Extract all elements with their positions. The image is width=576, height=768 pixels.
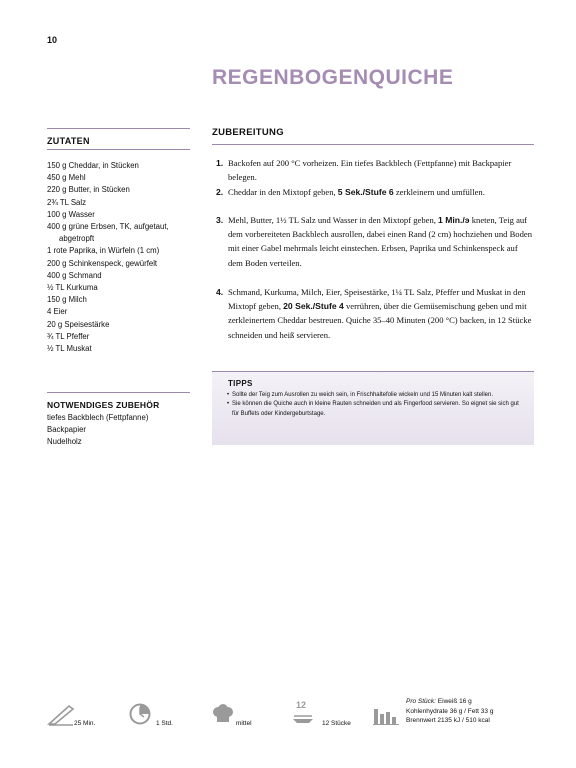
ingredient-item — [47, 319, 197, 331]
page-number: 10 — [47, 35, 58, 45]
portions-count: 12 — [296, 700, 307, 710]
ingredient-item — [47, 306, 197, 318]
ingredient-text: ½ TL Kurkuma — [47, 283, 98, 293]
prep-time-label: 25 Min. — [74, 720, 96, 727]
accessories-top-rule — [47, 392, 190, 393]
preparation-step — [216, 156, 534, 184]
accessories-heading: NOTWENDIGES ZUBEHÖR — [47, 400, 160, 410]
preparation-step — [216, 185, 534, 199]
chef-hat-icon — [212, 704, 234, 724]
step-number: 3. — [216, 215, 224, 225]
ingredient-text: 400 g grüne Erbsen, TK, aufgetaut, — [47, 222, 169, 232]
tip-item: • Sollte der Teig zum Ausrollen zu weich sein, in Frischhaltefolie wickeln und 15 Minuten kalt stellen. — [227, 391, 527, 400]
ingredient-item — [47, 245, 197, 257]
footer-portions — [292, 702, 372, 732]
preparation-heading-rule — [212, 144, 534, 145]
ingredient-item — [47, 197, 197, 209]
ingredient-text: ¾ TL Pfeffer — [47, 331, 90, 341]
step-text: Mehl, Butter, 1½ TL Salz und Wasser in den Mixtopf geben, — [228, 215, 439, 225]
total-time-label: 1 Std. — [156, 720, 173, 727]
tips-heading: TIPPS — [228, 379, 253, 388]
preparation-step — [216, 285, 534, 342]
footer-prep-time — [47, 702, 137, 732]
ingredient-text: 100 g Wasser — [47, 209, 95, 219]
preparation-heading: ZUBEREITUNG — [212, 127, 284, 138]
nutrition-energy: Brennwert 2135 kJ / 510 kcal — [406, 717, 490, 724]
accessory-item: tiefes Backblech (Fettpfanne) — [47, 413, 149, 422]
ingredient-item — [47, 343, 197, 355]
ingredient-item — [47, 209, 197, 221]
ingredient-text: 450 g Mehl — [47, 173, 86, 183]
ingredient-item — [47, 172, 197, 184]
step-number: 1. — [216, 158, 224, 168]
tips-box — [212, 371, 534, 445]
ingredient-item — [47, 221, 197, 245]
nutrition-info — [406, 697, 493, 726]
footer-total-time — [128, 702, 198, 732]
nutrition-carbs-fat: Kohlenhydrate 36 g / Fett 33 g — [406, 707, 494, 715]
step-number: 2. — [216, 187, 224, 197]
step-setting: 1 Min./ — [438, 215, 465, 225]
clock-icon — [128, 702, 152, 726]
ingredient-text: 1 rote Paprika, in Würfeln (1 cm) — [47, 246, 160, 256]
ingredients-heading-rule — [47, 149, 190, 150]
ingredient-item — [47, 160, 197, 172]
step-text: Cheddar in den Mixtopf geben, — [228, 187, 338, 197]
accessories-list — [47, 412, 148, 449]
ingredient-text: 150 g Cheddar, in Stücken — [47, 161, 139, 170]
preparation-step — [216, 213, 534, 270]
nutrition-per-label: Pro Stück: — [406, 698, 436, 705]
plate-icon — [292, 702, 314, 728]
ingredient-text: 150 g Milch — [47, 295, 87, 305]
step-setting: ͽ — [464, 215, 470, 225]
ingredient-text: ½ TL Muskat — [47, 344, 92, 354]
ingredient-text: 220 g Butter, in Stücken — [47, 185, 130, 195]
ingredient-item — [47, 270, 197, 282]
ingredient-item — [47, 258, 197, 270]
ingredient-text: 400 g Schmand — [47, 270, 102, 280]
ingredient-text-continuation: abgetropft — [59, 234, 95, 244]
step-text: Backofen auf 200 °C vorheizen. Ein tiefes Backblech (Fettpfanne) mit Backpapier belegen. — [228, 158, 512, 183]
step-text: verrühren, über die Gemüsemischung geben und mit zerkleinertem Cheddar bestreuen. Quiche 35–40 Minuten (200 °C) backen, in 12 Stücke schneiden und heiß servieren. — [228, 301, 532, 340]
accessory-item: Backpapier — [47, 425, 87, 435]
ingredient-text: 20 g Speisestärke — [47, 319, 110, 329]
bar-chart-icon — [373, 703, 399, 725]
ingredient-item — [47, 331, 197, 343]
step-text: zerkleinern und umfüllen. — [393, 187, 485, 197]
difficulty-label: mittel — [236, 720, 252, 727]
step-setting: 5 Sek./Stufe 6 — [337, 187, 394, 197]
tips-list — [227, 391, 527, 419]
step-setting: 20 Sek./Stufe 4 — [283, 301, 344, 312]
accessory-item: Nudelholz — [47, 437, 82, 447]
step-number: 4. — [216, 287, 224, 297]
ingredient-text: 2¾ TL Salz — [47, 197, 87, 207]
ingredient-item — [47, 294, 197, 306]
knife-icon — [47, 702, 75, 726]
footer-difficulty — [212, 702, 282, 732]
tip-item: • Sie können die Quiche auch in kleine Rauten schneiden und als Fingerfood servieren. So eignet sie sich gut für Buffets oder Kindergeburtstage. — [227, 400, 527, 419]
step-text: kneten, Teig auf dem vorbereiteten Backblech ausrollen, dabei einen Rand (2 cm) hochziehen und Boden mit einer Gabel mehrmals leicht einstechen. Erbsen, Paprika und Schinkenspeck auf dem Boden verteilen. — [228, 215, 533, 268]
ingredients-top-rule — [47, 128, 190, 129]
ingredients-heading: ZUTATEN — [47, 136, 90, 146]
ingredients-list — [47, 160, 197, 355]
ingredient-text: 4 Eier — [47, 307, 68, 317]
step-text: Schmand, Kurkuma, Milch, Eier, Speisestärke, 1¼ TL Salz, Pfeffer und Muskat in den Mixtopf geben, — [228, 287, 526, 312]
ingredient-item — [47, 184, 197, 196]
nutrition-protein: Eiweiß 16 g — [437, 698, 472, 705]
ingredient-item — [47, 282, 197, 294]
recipe-title: REGENBOGENQUICHE — [212, 66, 454, 89]
ingredient-text: 200 g Schinkenspeck, gewürfelt — [47, 258, 158, 268]
portions-label: 12 Stücke — [322, 720, 351, 727]
